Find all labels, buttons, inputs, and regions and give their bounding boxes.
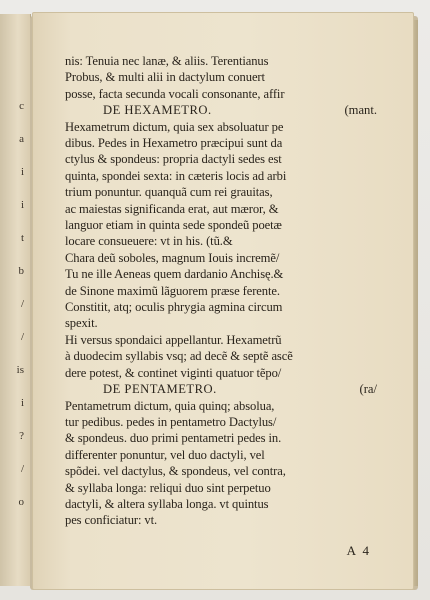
text-line: locare consueuere: vt in his. (tũ.& [65, 234, 233, 249]
text-line: ctylus & spondeus: propria dactyli sedes est [65, 152, 282, 167]
text-line: quinta, spondei sexta: in cæteris locis ad arbi [65, 168, 287, 183]
text-line: Constitit, atq; oculis phrygia agmina circum [65, 300, 283, 315]
left-edge-fragment: t [20, 232, 24, 244]
text-line: Hi versus spondaici appellantur. Hexametrũ [65, 332, 282, 347]
text-line: trium ponuntur. quanquã cum rei grauitas, [65, 185, 273, 200]
text-line: languor etiam in quinta sede spondeũ poetæ [65, 218, 282, 233]
text-line: & syllaba longa: reliqui duo sint perpetuo [65, 480, 271, 495]
left-edge-fragment: i [20, 199, 24, 211]
text-line: de Sinone maximũ lãguorem præse ferente. [65, 283, 280, 298]
text-line: Chara deũ soboles, magnum Iouis incremẽ/ [65, 250, 280, 265]
left-edge-fragment: / [20, 298, 24, 310]
left-edge-fragment: / [20, 331, 24, 343]
left-edge-fragment: is [16, 364, 24, 376]
text-line: dere potest, & continet viginti quatuor tẽpo/ [65, 365, 282, 380]
page-footer [65, 543, 377, 561]
left-edge-fragment: i [20, 166, 24, 178]
text-line: spexit. [65, 316, 98, 331]
left-edge-fragment: a [19, 133, 24, 145]
section-heading-pentameter [65, 381, 377, 397]
text-line: differenter ponuntur, vel duo dactyli, vel [65, 447, 265, 462]
text-line: pes conficiatur: vt. [65, 513, 158, 528]
book-page [32, 12, 414, 590]
text-line: à duodecim syllabis vsq; ad decẽ & septẽ ascẽ [65, 349, 293, 364]
text-line: Probus, & multi alii in dactylum conuert [65, 70, 265, 85]
left-edge-fragment: b [18, 265, 24, 277]
signature-mark: A 4 [346, 543, 371, 558]
page-text [65, 53, 377, 529]
left-page-edge [0, 14, 31, 586]
text-line: nis: Tenuia nec lanæ, & aliis. Terentianus [65, 54, 269, 68]
text-line: Tu ne ille Aeneas quem dardanio Anchisę.& [65, 267, 284, 282]
text-line: Hexametrum dictum, quia sex absoluatur pe [65, 119, 284, 134]
heading-margin-text: (mant. [344, 103, 377, 118]
text-line: dibus. Pedes in Hexametro præcipui sunt da [65, 136, 283, 151]
section-heading-hexameter [65, 102, 377, 118]
left-edge-fragment: / [20, 463, 24, 475]
left-edge-fragment: c [19, 100, 24, 112]
text-line: & spondeus. duo primi pentametri pedes in. [65, 431, 282, 446]
text-line: Pentametrum dictum, quia quinq; absolua, [65, 398, 275, 413]
left-edge-fragment: i [20, 397, 24, 409]
heading-title: DE PENTAMETRO. [103, 382, 217, 397]
left-page-text-fragments [2, 90, 28, 519]
text-line: dactyli, & altera syllaba longa. vt quintus [65, 496, 269, 511]
text-line: spõdei. vel dactylus, & spondeus, vel contra, [65, 464, 286, 479]
heading-title: DE HEXAMETRO. [103, 103, 212, 118]
left-edge-fragment: o [18, 496, 24, 508]
heading-margin-text: (ra/ [359, 382, 377, 397]
text-line: ac maiestas significanda erat, aut mæror, & [65, 201, 279, 216]
text-line: posse, facta secunda vocali consonante, affir [65, 86, 285, 101]
text-line: tur pedibus. pedes in pentametro Dactylus/ [65, 414, 277, 429]
left-edge-fragment: ? [19, 430, 24, 442]
